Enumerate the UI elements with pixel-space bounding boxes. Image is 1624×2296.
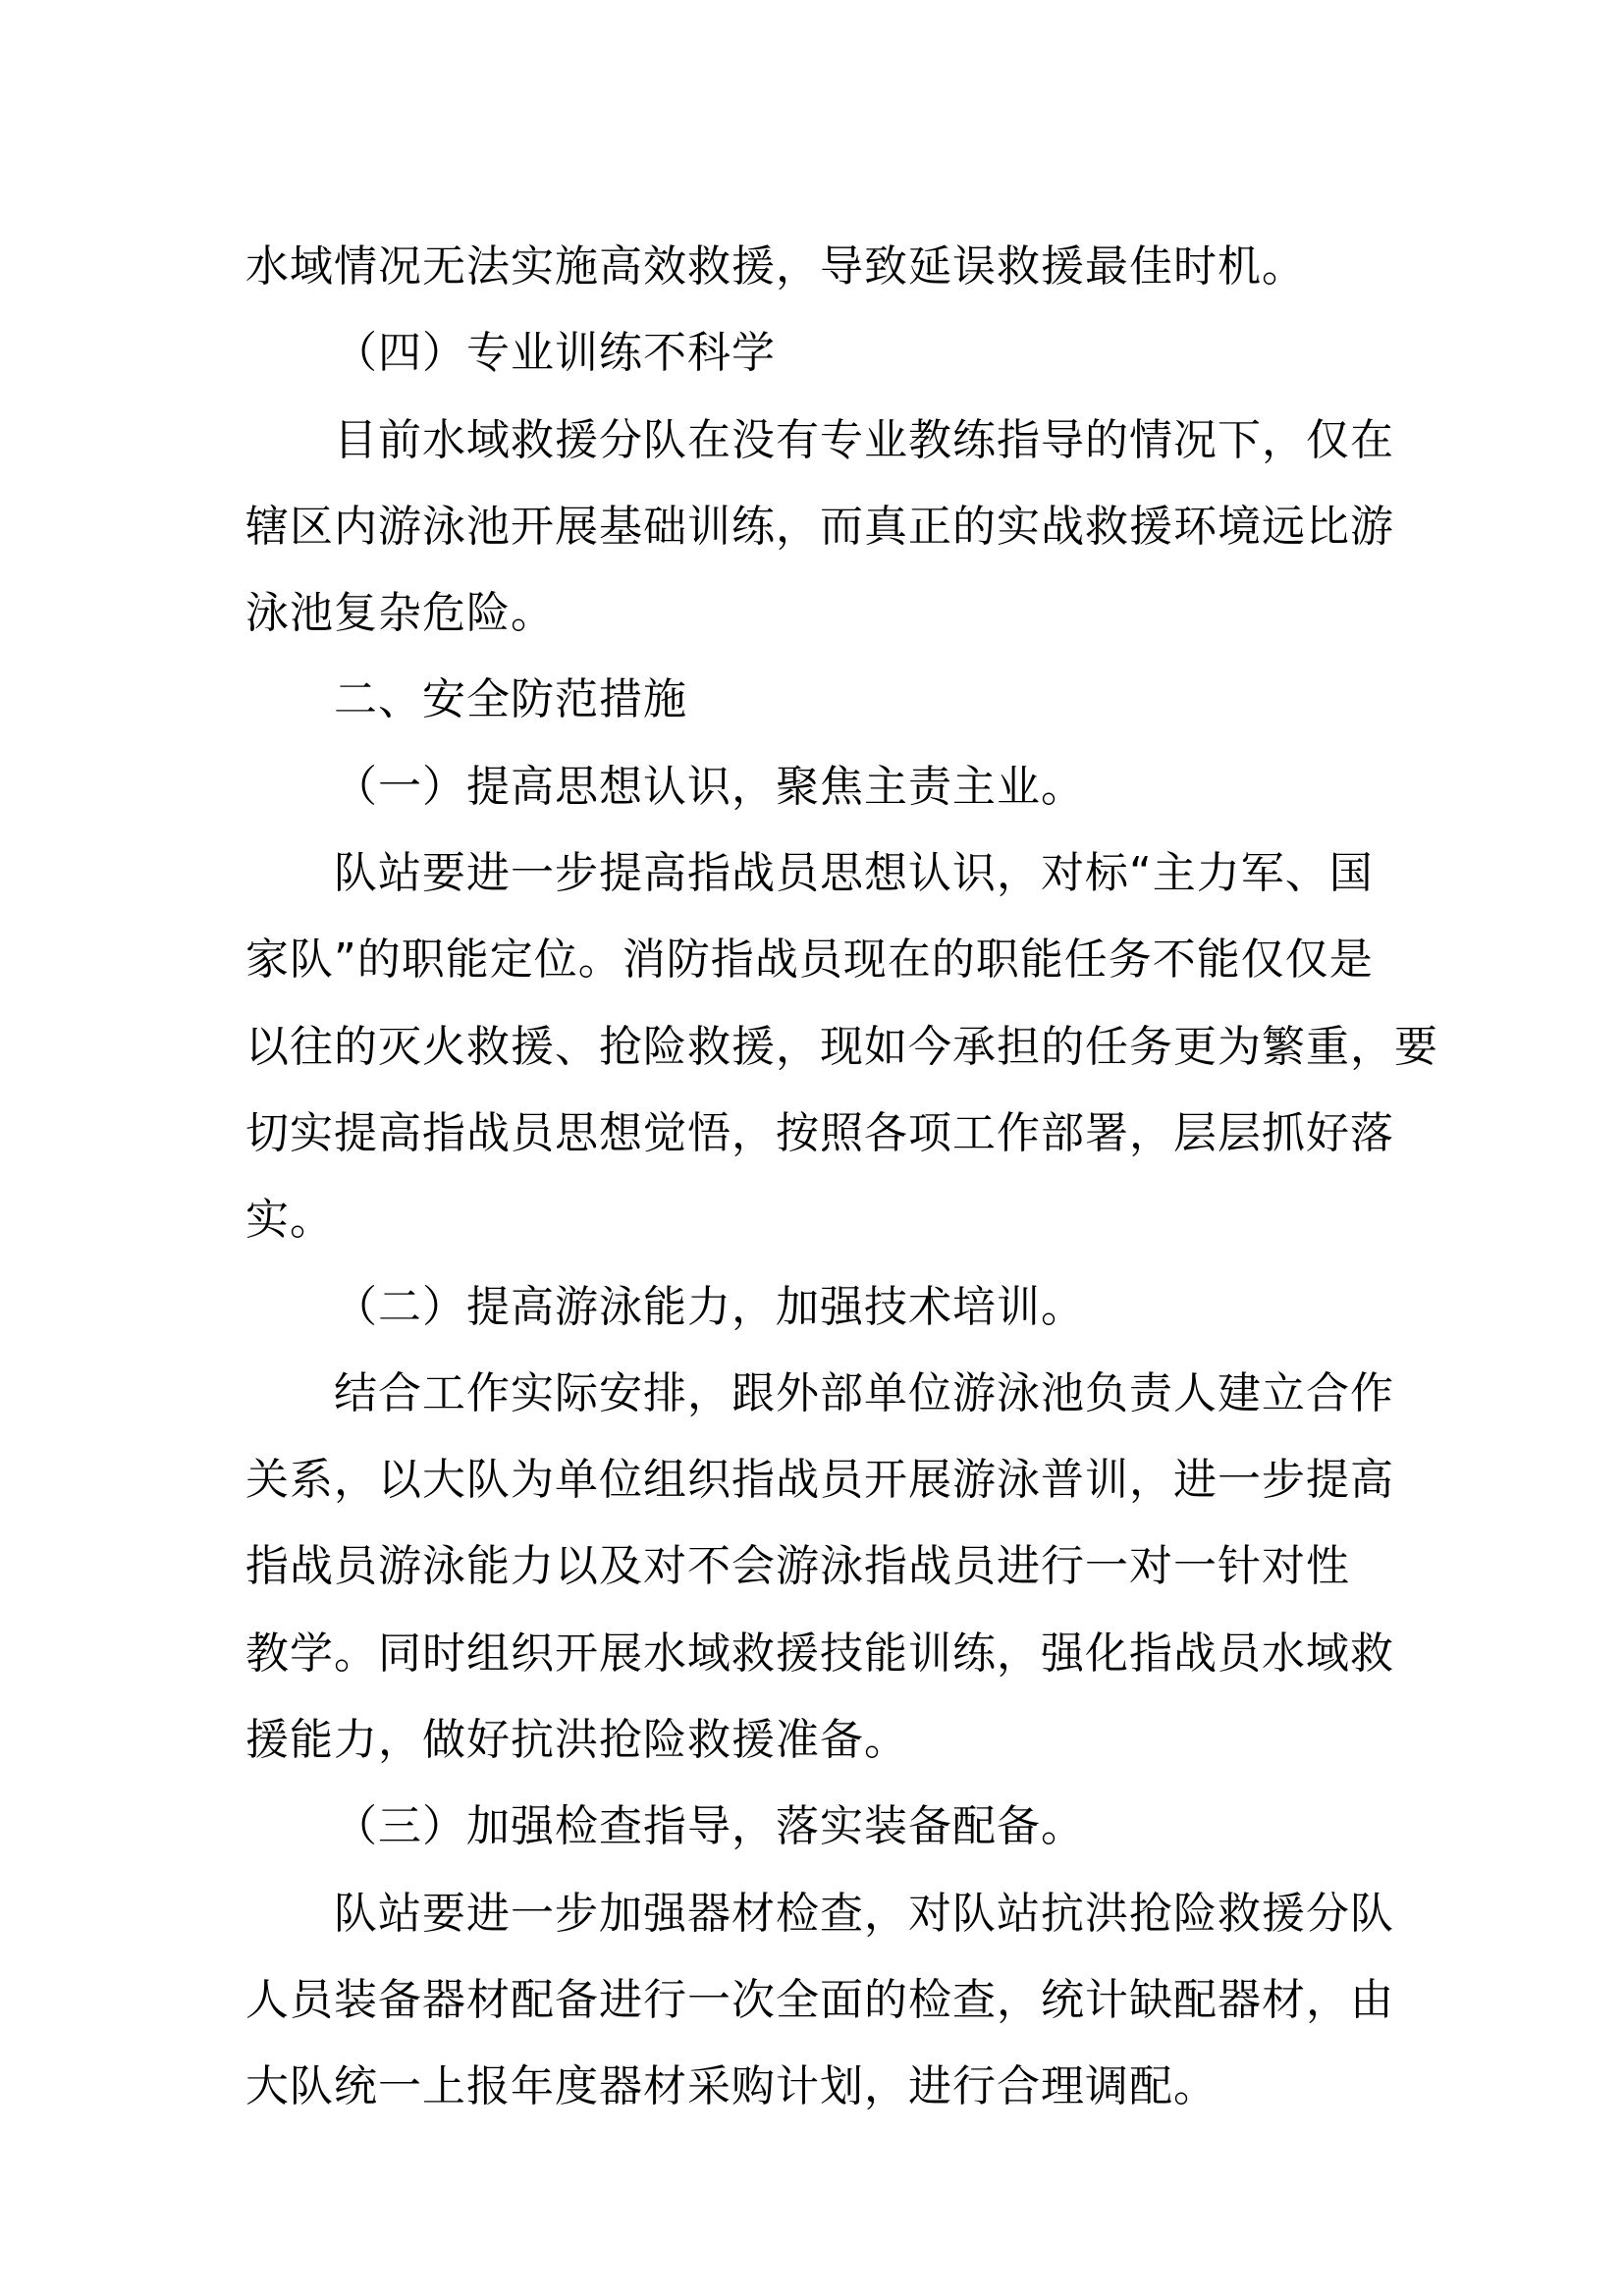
body-text-line: 水域情况无法实施高效救援，导致延误救援最佳时机。	[245, 241, 1306, 292]
body-text-line: 指战员游泳能力以及对不会游泳指战员进行一对一针对性	[245, 1541, 1350, 1592]
body-text-line: 结合工作实际安排，跟外部单位游泳池负责人建立合作	[334, 1367, 1394, 1418]
body-text-line: 教学。同时组织开展水域救援技能训练，强化指战员水域救	[245, 1628, 1394, 1679]
body-text-line: 泳池复杂危险。	[245, 588, 555, 639]
subheading-line: （二）提高游泳能力，加强技术培训。	[334, 1281, 1085, 1332]
body-text-line: 目前水域救援分队在没有专业教练指导的情况下，仅在	[334, 414, 1394, 465]
body-text-line: 队站要进一步加强器材检查，对队站抗洪抢险救援分队	[334, 1888, 1394, 1939]
document-page	[245, 224, 1438, 2131]
body-text-line: 切实提高指战员思想觉悟，按照各项工作部署，层层抓好落	[245, 1107, 1394, 1158]
subheading-line: （四）专业训练不科学	[334, 328, 776, 379]
body-text-line: 家队”的职能定位。消防指战员现在的职能任务不能仅仅是	[245, 934, 1374, 986]
body-text-line: 人员装备器材配备进行一次全面的检查，统计缺配器材，由	[245, 1974, 1394, 2025]
body-text-line: 大队统一上报年度器材采购计划，进行合理调配。	[245, 2061, 1218, 2112]
body-text-line: 关系，以大队为单位组织指战员开展游泳普训，进一步提高	[245, 1455, 1394, 1506]
body-text-line: 队站要进一步提高指战员思想认识，对标“主力军、国	[334, 848, 1374, 899]
subheading-line: （一）提高思想认识，聚焦主责主业。	[334, 761, 1085, 812]
body-text-line: 辖区内游泳池开展基础训练，而真正的实战救援环境远比游	[245, 501, 1394, 552]
subheading-line: （三）加强检查指导，落实装备配备。	[334, 1801, 1085, 1852]
section-heading-line: 二、安全防范措施	[334, 674, 687, 725]
body-text-line: 援能力，做好抗洪抢险救援准备。	[245, 1715, 908, 1766]
body-text-line: 以往的灭火救援、抢险救援，现如今承担的任务更为繁重，要	[245, 1021, 1438, 1072]
body-text-line: 实。	[245, 1195, 334, 1246]
